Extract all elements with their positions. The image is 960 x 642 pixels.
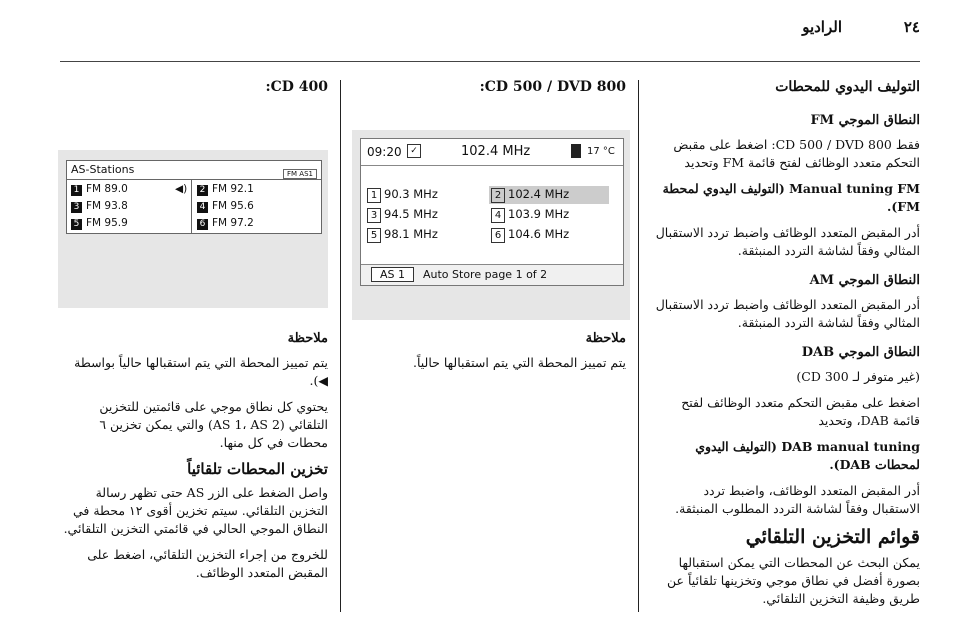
- cd500-display: [360, 138, 624, 286]
- dab-availability: (غير متوفر لـ CD 300): [796, 369, 920, 384]
- auto-store-page-label: Auto Store page 1 of 2: [423, 268, 548, 281]
- left-text: [58, 330, 328, 590]
- manual-tuning-heading: التوليف اليدوي للمحطات: [775, 79, 920, 95]
- preset-2-selected[interactable]: 2 102.4 MHz: [489, 186, 609, 204]
- page-number: ٢٤: [903, 18, 920, 36]
- fm-paragraph-3: أدر المقبض المتعدد الوظائف واضبط تردد الاستقبال المثالي وفقاً لشاشة التردد المنبثقة.: [655, 225, 920, 258]
- dab-band-heading: النطاق الموجي DAB: [801, 345, 920, 360]
- am-paragraph-1: أدر المقبض المتعدد الوظائف واضبط تردد الاستقبال المثالي وفقاً لشاشة التردد المنبثقة.: [655, 297, 920, 330]
- cd400-display: [66, 160, 322, 234]
- fm-paragraph-2: Manual tuning FM (التوليف اليدوي لمحطة FM).: [662, 181, 920, 214]
- dab-paragraph-1: اضغط على مقبض التحكم متعدد الوظائف لفتح قائمة DAB، وتحديد: [681, 395, 920, 428]
- auto-store-stations-heading: تخزين المحطات تلقائياً: [187, 460, 328, 478]
- auto-store-paragraph: يمكن البحث عن المحطات التي يمكن استقبالها بصورة أفضل في نطاق موجي وتخزينها تلقائياً عن طريق وظيفة التخزين التلقائي.: [667, 555, 920, 606]
- auto-store-exit: للخروج من إجراء التخزين التلقائي، اضغط على المقبض المتعدد الوظائف.: [87, 547, 328, 580]
- note-text-left: يتم تمييز المحطة التي يتم استقبالها حالياً بواسطة ◀).: [74, 355, 328, 388]
- preset-5[interactable]: 5 98.1 MHz: [367, 227, 438, 243]
- fm-paragraph-1: فقط CD 500 / DVD 800: اضغط على مقبض التحكم متعدد الوظائف لفتح قائمة FM وتحديد: [673, 137, 920, 170]
- cd400-heading: CD 400:: [265, 79, 328, 95]
- auto-store-instructions: واصل الضغط على الزر AS حتى تظهر رسالة التخزين التلقائي. سيتم تخزين أقوى ١٢ محطة في النطاق الموجي الحالي في قائمتي التخزين التلقائي.: [63, 485, 328, 536]
- clock-text: 09:20: [367, 145, 402, 159]
- temperature-text: 17 °C: [587, 146, 615, 157]
- fm-as1-tag: FM AS1: [283, 169, 317, 179]
- middle-column: [352, 78, 626, 112]
- left-column: [58, 78, 328, 112]
- preset-4[interactable]: 4 103.9 MHz: [491, 207, 569, 223]
- preset-1[interactable]: 1 90.3 MHz: [367, 187, 438, 203]
- auto-store-lists-paragraph: يحتوي كل نطاق موجي على قائمتين للتخزين التلقائي (AS 1، AS 2) والتي يمكن تخزين ٦ محطات في كل منها.: [99, 399, 328, 450]
- right-column: [652, 78, 920, 616]
- cd400-preset-5[interactable]: 5 FM 95.9: [71, 217, 128, 230]
- note-heading-left: ملاحظة: [287, 331, 328, 346]
- dab-paragraph-2: DAB manual tuning (التوليف اليدوي لمحطات DAB).: [695, 439, 920, 472]
- fm-band-heading: النطاق الموجي FM: [810, 113, 920, 128]
- auto-store-heading: قوائم التخزين التلقائي: [745, 526, 920, 548]
- speaker-icon: ◀): [175, 183, 188, 195]
- cd400-preset-3[interactable]: 3 FM 93.8: [71, 200, 128, 213]
- column-divider-right: [638, 80, 639, 612]
- middle-note: [352, 330, 626, 380]
- page-header: [0, 0, 960, 62]
- preset-6[interactable]: 6 104.6 MHz: [491, 227, 569, 243]
- header-rule: [60, 61, 920, 62]
- check-icon: ✓: [407, 144, 421, 158]
- cd400-preset-6[interactable]: 6 FM 97.2: [197, 217, 254, 230]
- cd500-status-bar: [361, 139, 623, 166]
- current-frequency: 102.4 MHz: [461, 144, 531, 159]
- note-text-middle: يتم تمييز المحطة التي يتم استقبالها حالياً.: [412, 355, 626, 370]
- page-title: الراديو: [802, 18, 842, 36]
- preset-3[interactable]: 3 94.5 MHz: [367, 207, 438, 223]
- cd400-preset-2[interactable]: 2 FM 92.1: [197, 183, 254, 196]
- cd500-heading: CD 500 / DVD 800:: [479, 79, 626, 95]
- dab-paragraph-3: أدر المقبض المتعدد الوظائف، واضبط تردد الاستقبال وفقاً لشاشة التردد المطلوب المنبثقة.: [675, 483, 920, 516]
- am-band-heading: النطاق الموجي AM: [809, 273, 920, 288]
- title-divider: [67, 179, 321, 180]
- as-stations-title: AS-Stations: [71, 163, 135, 176]
- auto-store-bar: [361, 264, 623, 285]
- as-button[interactable]: AS 1: [371, 267, 414, 282]
- cd400-preset-1[interactable]: 1 FM 89.0: [71, 183, 128, 196]
- column-divider-left: [340, 80, 341, 612]
- cd400-preset-4[interactable]: 4 FM 95.6: [197, 200, 254, 213]
- phone-icon: [571, 144, 581, 158]
- note-heading-middle: ملاحظة: [585, 331, 626, 346]
- preset-column-divider: [191, 180, 192, 233]
